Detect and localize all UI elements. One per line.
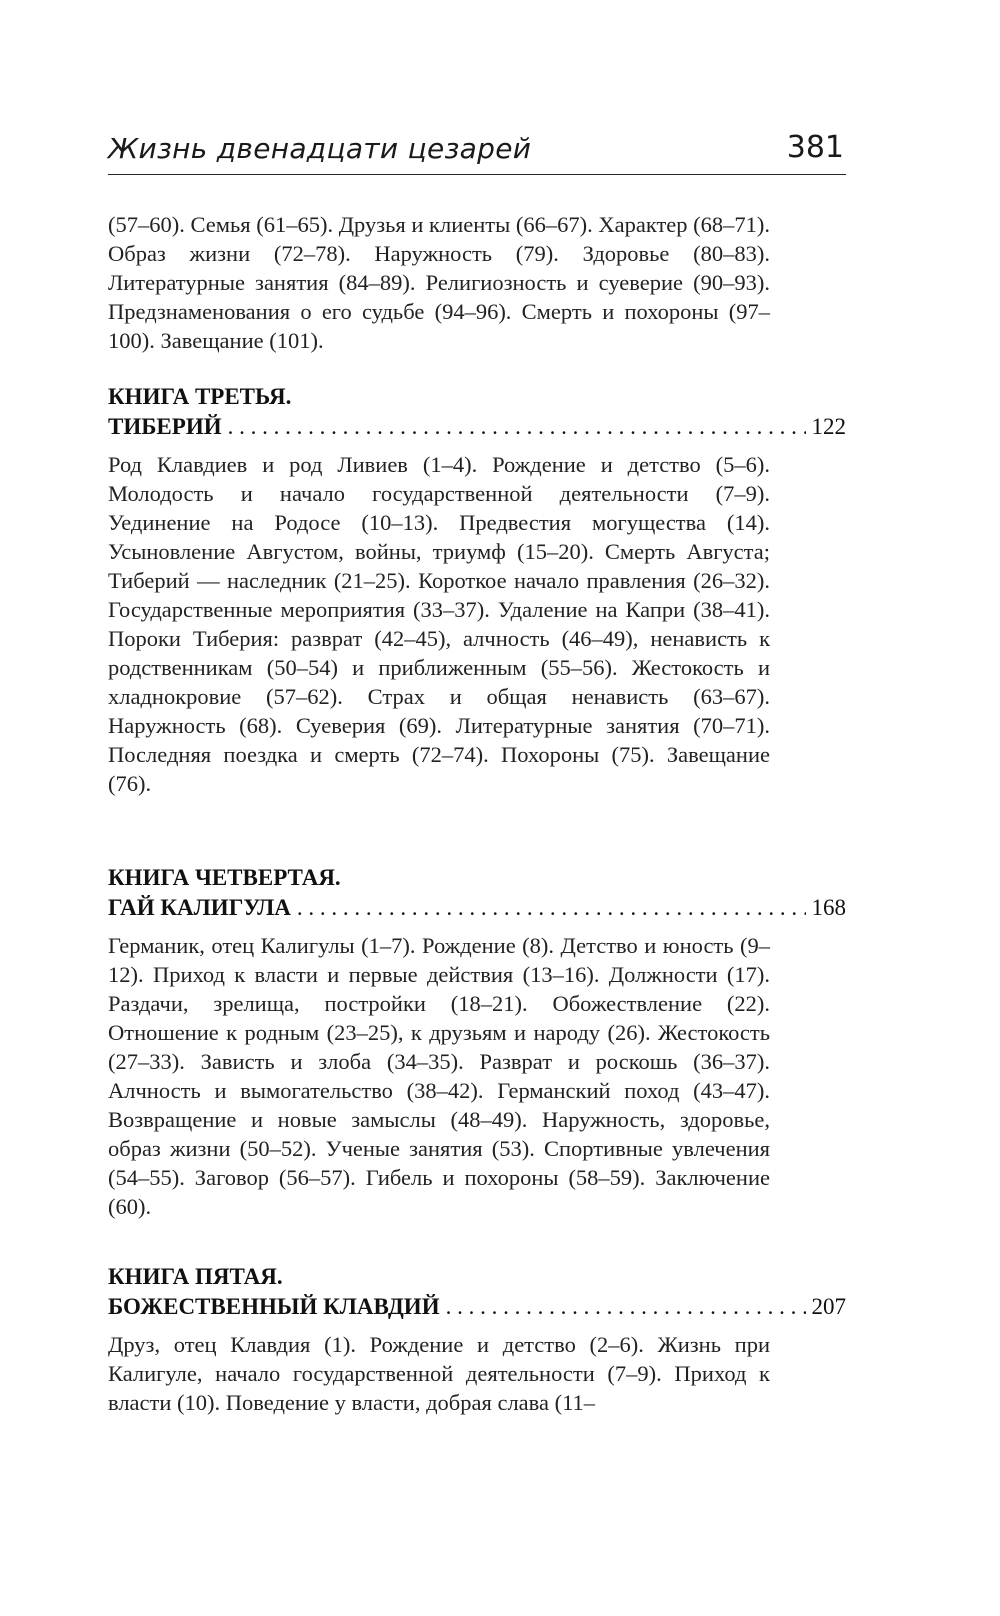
book-heading: КНИГА ПЯТАЯ.	[108, 1264, 283, 1289]
chapter-page-number: 122	[811, 414, 846, 439]
dot-leader	[446, 1292, 806, 1322]
chapter-description: Друз, отец Клавдия (1). Рождение и детство (2–6). Жизнь при Калигуле, начало государственной деятельности (7–9). Приход к власти (10). Поведение у власти, добрая слава (11–	[108, 1332, 770, 1415]
running-header	[108, 128, 846, 175]
chapter-title: ТИБЕРИЙ	[108, 414, 222, 439]
page-number: 381	[786, 130, 844, 165]
dot-leader	[228, 412, 806, 442]
dot-leader	[297, 893, 806, 923]
chapter-description: Германик, отец Калигулы (1–7). Рождение (8). Детство и юность (9–12). Приход к власти и первые действия (13–16). Должности (17). Раздачи, зрелища, постройки (18–21). Обожествление (22). Отношение к родным (23–25), к друзьям и народу (26). Жестокость (27–33). Зависть и злоба (34–35). Разврат и роскошь (36–37). Алчность и вымогательство (38–42). Германский поход (43–47). Возвращение и новые замыслы (48–49). Наружность, здоровье, образ жизни (50–52). Ученые занятия (53). Спортивные увлечения (54–55). Заговор (56–57). Гибель и похороны (58–59). Заключение (60).	[108, 933, 770, 1219]
chapter-entry	[108, 382, 846, 798]
toc-line[interactable]	[108, 893, 846, 923]
running-title: Жизнь двенадцати цезарей	[108, 132, 532, 165]
chapter-page-number: 207	[811, 1294, 846, 1319]
book-heading: КНИГА ТРЕТЬЯ.	[108, 384, 292, 409]
chapter-page-number: 168	[811, 895, 846, 920]
chapter-title: ГАЙ КАЛИГУЛА	[108, 895, 291, 920]
toc-line[interactable]	[108, 412, 846, 442]
toc-line[interactable]	[108, 1292, 846, 1322]
chapter-entry	[108, 1262, 846, 1417]
chapter-title: БОЖЕСТВЕННЫЙ КЛАВДИЙ	[108, 1294, 440, 1319]
chapter-entry	[108, 863, 846, 1221]
book-heading: КНИГА ЧЕТВЕРТАЯ.	[108, 865, 341, 890]
intro-paragraph: (57–60). Семья (61–65). Друзья и клиенты (66–67). Характер (68–71). Образ жизни (72–78). Наружность (79). Здоровье (80–83). Литературные занятия (84–89). Религиозность и суеверие (90–93). Предзнаменования о его судьбе (94–96). Смерть и похороны (97–100). Завещание (101).	[108, 212, 771, 353]
chapter-description: Род Клавдиев и род Ливиев (1–4). Рождение и детство (5–6). Молодость и начало государственной деятельности (7–9). Уединение на Родосе (10–13). Предвестия могущества (14). Усыновление Августом, войны, триумф (15–20). Смерть Августа; Тиберий — наследник (21–25). Короткое начало правления (26–32). Государственные мероприятия (33–37). Удаление на Капри (38–41). Пороки Тиберия: разврат (42–45), алчность (46–49), ненависть к родственникам (50–54) и приближенным (55–56). Жестокость и хладнокровие (57–62). Страх и общая ненависть (63–67). Наружность (68). Суеверия (69). Литературные занятия (70–71). Последняя поездка и смерть (72–74). Похороны (75). Завещание (76).	[108, 452, 770, 796]
